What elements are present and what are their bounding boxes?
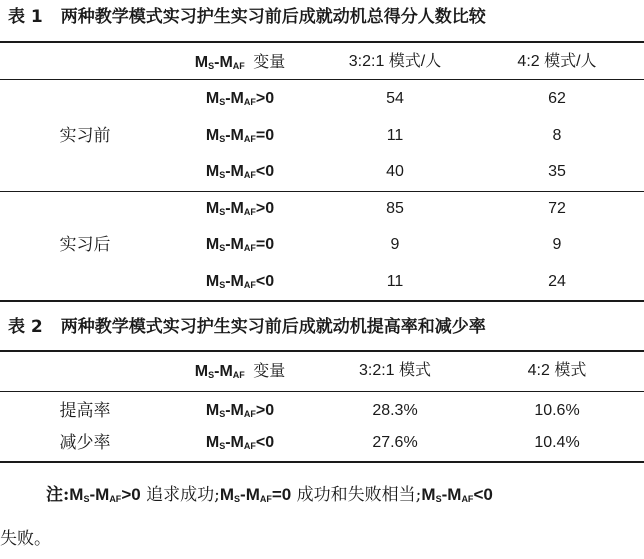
s-subscript: S [219, 206, 226, 217]
dash: - [225, 163, 231, 180]
table1-cell-col1: 54 [386, 90, 404, 107]
m-symbol: M [230, 90, 244, 107]
af-subscript: AF [232, 61, 245, 71]
note-condition-1: >0 [121, 485, 141, 504]
table2-header-col1: 3:2:1 模式 [358, 362, 432, 379]
s-subscript: S [219, 441, 226, 451]
condition: >0 [255, 90, 275, 107]
table2-label: 表 2 [8, 317, 43, 337]
table2-header-rule [0, 391, 644, 392]
af-subscript: AF [243, 409, 256, 419]
af-subscript: AF [259, 494, 272, 504]
dash: - [225, 272, 231, 290]
table1-caption [0, 2, 644, 32]
table2-cell-col2: 10.4% [534, 434, 580, 451]
m-symbol: M [230, 434, 244, 451]
s-subscript: S [83, 494, 90, 504]
dash: - [89, 485, 96, 504]
s-subscript: S [219, 243, 226, 253]
note-text-1: 追求成功; [140, 485, 220, 505]
table1-cell-col2: 35 [548, 163, 566, 180]
table1-header-rule [0, 79, 644, 80]
table1-header-col1: 3:2:1 模式/人 [348, 53, 442, 70]
m-symbol: M [69, 485, 84, 504]
m-symbol: M [205, 199, 220, 217]
m-symbol: M [95, 485, 110, 504]
table1-header-col2: 4:2 模式/人 [517, 53, 597, 70]
m-symbol: M [245, 485, 260, 504]
variable-word: 变量 [253, 52, 286, 71]
dash: - [240, 485, 246, 504]
table1-group-rule [0, 191, 644, 192]
table1-group-label: 实习后 [59, 235, 111, 255]
af-subscript: AF [243, 133, 256, 144]
m-symbol: M [205, 90, 220, 107]
s-subscript: S [435, 494, 442, 504]
table1-row-variable [160, 194, 320, 224]
m-symbol: M [205, 272, 220, 290]
m-symbol: M [194, 363, 209, 380]
condition: <0 [255, 434, 275, 451]
af-subscript: AF [461, 494, 474, 504]
s-subscript: S [219, 170, 226, 180]
table1-cell-col1: 9 [390, 236, 400, 253]
table1-cell-col1: 85 [386, 199, 404, 217]
m-symbol: M [230, 402, 244, 419]
table1-row-variable [160, 121, 320, 151]
note-text-3: 失败。 [0, 529, 51, 549]
s-subscript: S [219, 409, 226, 419]
m-symbol: M [230, 126, 244, 144]
af-subscript: AF [232, 370, 245, 380]
table1-top-rule [0, 41, 644, 43]
table1-title: 两种教学模式实习护生实习前后成就动机总得分人数比较 [60, 7, 486, 27]
condition: =0 [255, 126, 275, 144]
s-subscript: S [219, 279, 226, 290]
s-subscript: S [219, 133, 226, 144]
af-subscript: AF [243, 97, 256, 107]
m-symbol: M [194, 54, 209, 71]
m-symbol: M [219, 485, 235, 504]
dash: - [225, 90, 231, 107]
af-subscript: AF [243, 206, 256, 217]
dash: - [225, 126, 231, 144]
m-symbol: M [219, 54, 233, 71]
table1-row-variable [160, 157, 320, 187]
m-symbol: M [230, 236, 244, 253]
table1-row-variable [160, 84, 320, 114]
note-text-2: 成功和失败相当; [291, 485, 422, 505]
s-subscript: S [208, 61, 215, 71]
table1-row-variable [160, 267, 320, 297]
af-subscript: AF [243, 170, 256, 180]
condition: =0 [255, 236, 275, 253]
table2-cell-col2: 10.6% [534, 402, 580, 419]
m-symbol: M [230, 199, 244, 217]
table2-cell-col1: 28.3% [372, 402, 418, 419]
m-symbol: M [421, 485, 436, 504]
m-symbol: M [230, 272, 244, 290]
table1-label: 表 1 [8, 7, 43, 27]
table1-cell-col1: 11 [386, 272, 404, 290]
m-symbol: M [205, 126, 220, 144]
dash: - [225, 199, 231, 217]
note-condition-2: =0 [271, 485, 292, 504]
table1-cell-col1: 40 [386, 163, 404, 180]
af-subscript: AF [109, 494, 122, 504]
dash: - [225, 402, 231, 419]
af-subscript: AF [243, 279, 256, 290]
condition: >0 [255, 402, 275, 419]
table1-bottom-rule [0, 300, 644, 302]
dash: - [214, 363, 220, 380]
condition: <0 [255, 272, 275, 290]
table1-cell-col2: 62 [548, 90, 566, 107]
condition: >0 [255, 199, 275, 217]
m-symbol: M [205, 163, 220, 180]
table1-cell-col1: 11 [386, 126, 404, 144]
table2-header-col2: 4:2 模式 [527, 362, 587, 379]
dash: - [214, 54, 220, 71]
m-symbol: M [205, 236, 220, 253]
dash: - [225, 434, 231, 451]
dash: - [225, 236, 231, 253]
table2-title: 两种教学模式实习护生实习前后成就动机提高率和减少率 [60, 317, 486, 337]
table1-cell-col2: 9 [552, 236, 562, 253]
condition: <0 [255, 163, 275, 180]
table2-header-variable [160, 356, 320, 386]
table2-row-variable [160, 396, 320, 426]
af-subscript: AF [243, 243, 256, 253]
dash: - [441, 485, 448, 504]
m-symbol: M [205, 402, 220, 419]
s-subscript: S [208, 370, 215, 380]
table2-top-rule [0, 350, 644, 352]
m-symbol: M [230, 163, 244, 180]
m-symbol: M [447, 485, 462, 504]
m-symbol: M [205, 434, 220, 451]
af-subscript: AF [243, 441, 256, 451]
table1-cell-col2: 72 [548, 199, 566, 217]
note-condition-3: <0 [473, 485, 493, 504]
note-lead: 注: [46, 485, 70, 505]
table1-header-variable [160, 47, 320, 77]
table-note [0, 475, 644, 559]
table1-cell-col2: 8 [552, 126, 562, 144]
table2-cell-col1: 27.6% [372, 434, 418, 451]
s-subscript: S [234, 494, 241, 504]
table2-row-label: 提高率 [59, 401, 111, 421]
s-subscript: S [219, 97, 226, 107]
table2-row-variable [160, 428, 320, 458]
table1-group-label: 实习前 [59, 125, 111, 146]
table2-bottom-rule [0, 461, 644, 463]
variable-word: 变量 [253, 361, 286, 380]
table2-caption [0, 312, 644, 342]
table1-row-variable [160, 230, 320, 260]
m-symbol: M [219, 363, 233, 380]
table2-row-label: 减少率 [59, 433, 111, 453]
table1-cell-col2: 24 [548, 272, 566, 290]
